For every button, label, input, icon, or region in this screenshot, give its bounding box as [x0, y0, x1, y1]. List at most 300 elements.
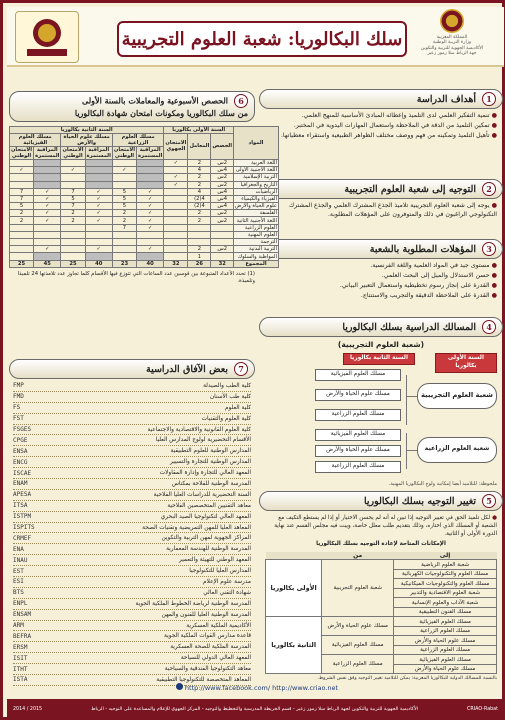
school-item [13, 479, 251, 490]
hours-cell [34, 231, 61, 238]
school-abbr: ENA [13, 545, 24, 553]
hours-cell: 2س [211, 217, 234, 224]
hours-cell: 2 [112, 210, 136, 217]
subject-name: الترجمة [234, 239, 279, 246]
hours-cell: 2 [188, 159, 211, 166]
head-year2: السنة الثانية بكالوريا [10, 126, 164, 133]
track1-box: مسلك العلوم الفيزيائية [315, 369, 401, 381]
subject-name: علوم الحياة والأرض [235, 203, 277, 210]
hours-cell [164, 246, 188, 253]
school-name: المعهد العالي لتكنولوجيا الصيد البحري [160, 513, 251, 520]
school-abbr: FSGES [13, 426, 32, 433]
hours-cell: ✓ [164, 181, 188, 188]
hours-cell: ✓ [136, 217, 163, 224]
total-label: المجموع [234, 260, 279, 267]
tracks-note: ملحوظة: للتلاميذ أيضا إمكانية ولوج البكالوريا المهنية. [388, 481, 497, 487]
hours-cell: 5 [112, 203, 136, 210]
hours-cell: ✓ [136, 195, 163, 202]
school-name: السنة التحضيرية للدراسات العليا الفلاحية [153, 491, 251, 498]
school-item [13, 457, 251, 468]
school-name: المعهد الوطني للتهيئة والتعمير [178, 557, 251, 564]
subject-row [10, 239, 279, 246]
to-cell: مسلك العلوم والتكنولوجيات الميكانيكية [394, 579, 497, 589]
to-cell: شعبة العلوم الاقتصادية والتدبير [394, 588, 497, 598]
sub-head: مسلك علوم الحياة والأرض [61, 133, 112, 146]
hours-cell: 4س [211, 167, 234, 174]
school-abbr: ENSAM [13, 611, 32, 619]
hours-cell [61, 181, 85, 188]
school-abbr: FMD [13, 393, 24, 401]
head-year1: السنة الأولى بكالوريا [164, 126, 234, 133]
from-cell: مسلك العلوم الفيزيائية [322, 636, 394, 655]
bullet-icon: ● [491, 281, 497, 289]
school-name: المعهد العالي الدولي للسياحة [180, 655, 251, 662]
hours-cell: ✓ [112, 167, 136, 174]
schools-list [9, 379, 255, 688]
section-orientation [259, 179, 503, 235]
school-abbr: ENPL [13, 600, 28, 608]
col-head: الامتحان الوطني [10, 146, 33, 159]
branch-box: شعبة العلوم التجريبية [417, 383, 497, 409]
hours-cell: ✓ [85, 195, 112, 202]
hours-cell [61, 231, 85, 238]
sub-head: مسلك العلوم الزراعية [112, 133, 163, 146]
section-title: بعض الآفاق الدراسية [145, 363, 228, 375]
hours-cell: ✓ [85, 188, 112, 195]
hours-cell [85, 239, 112, 246]
hours-table [9, 126, 279, 268]
bullet-icon: ● [492, 515, 497, 521]
section-number: 4 [482, 320, 496, 334]
subject-row [10, 224, 279, 231]
subject-row [10, 246, 279, 253]
qualification-item: مستوى جيد في المواد العلمية واللغة الفرنسية. [370, 262, 490, 269]
hours-cell [10, 159, 34, 166]
hours-cell [85, 224, 112, 231]
school-abbr: ARM [13, 622, 24, 630]
total-cell: 32 [211, 260, 234, 267]
tracks-subtitle: (شعبة العلوم التجريبية) [337, 340, 425, 349]
hours-cell: 4س [211, 203, 234, 210]
subject-row [10, 195, 279, 202]
subject-row [10, 174, 279, 181]
level-cell: الثانية بكالوريا [266, 617, 322, 674]
hours-cell [164, 239, 188, 246]
subject-name: التربية الإسلامية [234, 174, 279, 181]
school-abbr: BTS [13, 589, 24, 597]
hours-cell: 5 [10, 203, 34, 210]
subject-row [10, 167, 279, 174]
hours-cell: ✓ [136, 210, 163, 217]
hours-cell: ✓ [34, 195, 61, 202]
section-title: التوجيه إلى شعبة العلوم التجريبية [344, 183, 476, 195]
hours-cell: ✓ [136, 188, 163, 195]
school-name: معاهد التقنيين المتخصصين الفلاحية [167, 502, 251, 509]
hours-cell [85, 181, 112, 188]
col-head: المراقبة المستمرة [86, 146, 111, 159]
hours-cell: 7 [112, 224, 136, 231]
school-item [13, 610, 251, 621]
hours-cell [61, 174, 85, 181]
hours-cell: 7 [10, 188, 34, 195]
total-cell: 40 [136, 260, 163, 267]
total-cell: 23 [112, 260, 136, 267]
hours-cell [112, 181, 136, 188]
hours-cell: 2 [188, 174, 211, 181]
school-item [13, 435, 251, 446]
hours-cell: 4 [188, 188, 211, 195]
hours-cell [136, 253, 163, 260]
hours-cell [188, 231, 211, 238]
school-abbr: BEFRA [13, 632, 32, 640]
school-item [13, 523, 251, 534]
to-cell: مسلك العلوم الفيزيائية [394, 617, 497, 627]
hours-cell [164, 203, 188, 210]
section-tracks [259, 317, 503, 489]
school-name: كلية الطب والصيدلة [203, 382, 251, 389]
hours-cell [34, 239, 61, 246]
hours-cell: 2 [188, 246, 211, 253]
hours-cell [136, 239, 163, 246]
footer-bar [7, 699, 504, 719]
school-abbr: FS [13, 404, 21, 412]
school-item [13, 501, 251, 512]
ministry-line: جهة الرباط سلا زمور زعير [427, 51, 477, 57]
school-abbr: ENSA [13, 447, 28, 455]
hours-cell: 2 [10, 217, 34, 224]
school-name: كلية العلوم القانونية والاقتصادية والاجتماعية [147, 426, 251, 433]
school-name: الأقسام التحضيرية لولوج المدارس العليا [155, 437, 251, 444]
hours-cell [164, 217, 188, 224]
col-head: المراقبة المستمرة [35, 146, 60, 159]
section-goals [259, 89, 503, 163]
hours-cell [10, 231, 34, 238]
year2-label: السنة الثانية بكالوريا [343, 353, 415, 365]
hours-cell: ✓ [136, 224, 163, 231]
year1-label: السنة الأولى بكالوريا [435, 353, 497, 373]
hours-cell: ✓ [34, 217, 61, 224]
to-cell: مسلك العلوم الزراعية [394, 645, 497, 655]
reorientation-note: بالنسبة للمسالك الدولية للبكالوريا المغربية: يمكن للتلاميذ تغيير التوجيه وفق نفس الشروط. [317, 676, 497, 682]
hours-cell: ✓ [61, 167, 85, 174]
hours-cell: 5 [61, 195, 85, 202]
school-name: المعهد العالي للتجارة وإدارة المقاولات [159, 470, 251, 477]
hours-cell [61, 224, 85, 231]
ministry-line: المملكة المغربية [436, 35, 468, 40]
school-item [13, 425, 251, 436]
hours-cell [10, 181, 34, 188]
school-item [13, 468, 251, 479]
from-cell: مسلك علوم الحياة والأرض [322, 617, 394, 636]
school-name: المعاهد المتخصصة للتكنولوجيا التطبيقية [156, 676, 251, 683]
school-item [13, 512, 251, 523]
hours-cell: ✓ [85, 246, 112, 253]
hours-cell: ✓ [164, 174, 188, 181]
hours-cell [211, 239, 234, 246]
school-item [13, 588, 251, 599]
school-abbr: ITSA [13, 502, 28, 510]
school-name: المدارس الوطنية للتجارة والتسيير [170, 459, 251, 466]
school-name: مدرسة علوم الإعلام [203, 578, 251, 585]
hours-cell: ✓ [85, 203, 112, 210]
col-head: الامتحان الجهوي [164, 133, 188, 159]
col-to: إلى [394, 552, 497, 560]
subject-row [10, 188, 279, 195]
subject-name: اللغة الأجنبية الثانية [234, 217, 279, 224]
hours-cell [10, 174, 34, 181]
hours-cell [34, 167, 61, 174]
school-abbr: ENCG [13, 458, 28, 466]
hours-cell [136, 174, 163, 181]
section-prospects [9, 359, 255, 695]
hours-cell: ✓ [10, 167, 34, 174]
section-number: 6 [234, 94, 248, 108]
col-head: المراقبة المستمرة [137, 146, 163, 159]
hours-cell [85, 159, 112, 166]
section-number: 5 [482, 494, 496, 508]
hours-cell: 5 [112, 195, 136, 202]
school-abbr: CRMEF [13, 534, 32, 542]
to-cell: مسلك علوم الحياة والأرض [394, 636, 497, 646]
hours-cell: 7 [10, 195, 34, 202]
col-from: من [322, 552, 394, 560]
school-abbr: FMP [13, 382, 24, 390]
hours-cell [85, 174, 112, 181]
school-name: المدرسة الوطنية العليا للفنون والمهن [161, 611, 251, 618]
hours-cell [85, 167, 112, 174]
section-number: 7 [234, 362, 248, 376]
bullet-icon: ● [491, 202, 497, 209]
hours-cell: 4(2) [188, 195, 211, 202]
hours-cell: 2 [188, 210, 211, 217]
royal-emblem-icon [440, 9, 464, 33]
hours-cell: 2س [211, 159, 234, 166]
subject-name: الفلسفة [234, 210, 279, 217]
branch-agri-box: شعبة العلوم الزراعية [417, 437, 497, 463]
school-name: المدرسة الوطنية للفلاحة بمكناس [171, 480, 251, 487]
qualification-item: حسن الاستدلال والميل إلى البحث العلمي. [381, 271, 490, 279]
to-cell: مسلك العلوم والتكنولوجيات الكهربائية [394, 569, 497, 579]
subject-name: التربية البدنية [234, 246, 279, 253]
school-item [13, 414, 251, 425]
subject-name: العلوم المهنية [234, 231, 279, 238]
hours-cell: 2س [211, 246, 234, 253]
school-name: كلية طب الأسنان [209, 393, 251, 400]
school-abbr: ISPITS [13, 524, 35, 532]
school-name: الأكاديمية الملكية العسكرية [186, 622, 251, 629]
qualification-item: القدرة على الملاحظة الدقيقة والتجريب والاستنتاج. [360, 291, 490, 299]
subject-col-head: المواد [234, 126, 279, 159]
page-title: سلك البكالوريا: شعبة العلوم التجريبية [117, 21, 407, 57]
school-item [13, 446, 251, 457]
hours-cell [211, 224, 234, 231]
total-cell: 32 [164, 260, 188, 267]
school-item [13, 631, 251, 642]
school-abbr: ENAM [13, 480, 28, 488]
ministry-line: وزارة التربية الوطنية [432, 40, 472, 46]
hours-cell: 4س [211, 195, 234, 202]
track2-box: مسلك العلوم الزراعية [315, 461, 401, 473]
subject-row [10, 181, 279, 188]
hours-cell [136, 167, 163, 174]
subject-row [10, 210, 279, 217]
reorientation-table-title: الإمكانات المتاحة لإعادة التوجيه بسلك البكالوريا [316, 541, 446, 548]
school-item [13, 544, 251, 555]
hours-note: (1) تحدد الأعداد المتبوعة بين قوسين عدد الساعات التي تتوزع فيها الأقسام كلما تجاوز عدد تلامذتها 24 تلميذا وتلميذة. [17, 270, 255, 285]
to-cell: مسلك علوم الحياة والأرض [394, 664, 497, 674]
bullet-icon: ● [491, 112, 497, 119]
total-row [10, 260, 279, 267]
hours-cell [112, 239, 136, 246]
hours-cell: ✓ [34, 188, 61, 195]
footer-left-logo: CRIAO-Rabat [467, 706, 498, 712]
hours-cell [136, 159, 163, 166]
bullet-icon: ● [491, 262, 497, 269]
school-name: المعاهد العليا للمهن التمريضية وتقنيات الصحة [142, 524, 251, 531]
section-reorientation [259, 491, 503, 681]
to-cell: مسلك الفنون التطبيقية [394, 607, 497, 617]
hours-cell [61, 246, 85, 253]
subject-name: اللغة العربية [234, 159, 279, 166]
subject-name: المواظبة والسلوك [234, 253, 279, 260]
school-item [13, 381, 251, 392]
hours-cell [61, 159, 85, 166]
hours-cell [85, 253, 112, 260]
to-cell: شعبة الآداب والعلوم الإنسانية [394, 598, 497, 608]
school-abbr: ISIT [13, 654, 28, 662]
hours-cell [10, 253, 34, 260]
hours-cell: 1 [188, 253, 211, 260]
footer-year: 2015 / 2014 [13, 706, 43, 712]
school-item [13, 664, 251, 675]
school-name: شهادة التقني العالي [203, 589, 251, 596]
hours-cell: 5 [112, 188, 136, 195]
school-item [13, 392, 251, 403]
footer-text: الأكاديمية الجهوية للتربية والتكوين لجهة الرباط سلا زمور زعير - قسم الخريطة المدرسية والتخطيط والتوجيه - المركز الجهوي للإعلام والمساعدة على التوجيه - الرباط [91, 706, 419, 712]
hours-cell: 4س [211, 188, 234, 195]
school-item [13, 490, 251, 501]
school-abbr: ESI [13, 578, 24, 586]
hours-cell [188, 224, 211, 231]
header [7, 7, 504, 67]
hours-cell [61, 239, 85, 246]
school-abbr: EST [13, 567, 24, 575]
to-cell: مسلك العلوم الزراعية [394, 626, 497, 636]
school-name: المدرسة الوطنية للهندسة المعمارية [166, 546, 251, 553]
hours-cell [112, 174, 136, 181]
hours-cell [164, 167, 188, 174]
school-abbr: ISTPM [13, 513, 32, 521]
hours-cell: 2 [10, 210, 34, 217]
hours-cell: 2 [61, 210, 85, 217]
bullet-icon: ● [491, 291, 497, 299]
total-cell: 25 [10, 260, 34, 267]
hours-cell [34, 224, 61, 231]
qualification-item: القدرة على إنجاز رسوم تخطيطية واستعمال التعبير البياني. [339, 281, 490, 289]
tracks-diagram [265, 353, 497, 473]
hours-cell: 4 [188, 167, 211, 174]
school-item [13, 555, 251, 566]
hours-cell [112, 159, 136, 166]
hours-cell [164, 188, 188, 195]
school-item [13, 403, 251, 414]
to-cell: مسلك العلوم الفيزيائية [394, 655, 497, 665]
hours-cell [10, 246, 34, 253]
hours-cell [10, 224, 34, 231]
hours-cell [34, 181, 61, 188]
subject-row [10, 159, 279, 166]
total-cell: 25 [61, 260, 85, 267]
section-number: 2 [482, 182, 496, 196]
hours-cell: 2 [188, 181, 211, 188]
subject-name: اللغة الأجنبية الأولى [234, 167, 279, 174]
ministry-line: الأكاديمية الجهوية للتربية والتكوين [420, 45, 484, 51]
track1-box: مسلك العلوم الزراعية [315, 409, 401, 421]
hours-cell [112, 253, 136, 260]
reorientation-text: لكل تلميذ الحق في تغيير التوجيه إذا تبين له أنه لم يحسن الاختيار أو إذا لم يستطع التكيف مع الشعبة أو المسلك الذي اختاره، وذلك بتقديم طلب معلل خاصة، ويبت فيه مجلس القسم عند نهاية الدورة الأولى أو الثانية. [274, 515, 497, 538]
school-item [13, 577, 251, 588]
subject-name: الرياضيات [234, 188, 279, 195]
hours-cell [10, 239, 34, 246]
goal-item: تنمية التفكير العلمي لدى التلميذ وإعطائه المبادئ الأساسية للمنهج العلمي. [301, 112, 490, 119]
hours-cell: ✓ [34, 203, 61, 210]
hours-cell: 2 [188, 217, 211, 224]
subject-name: الفيزياء والكيمياء [234, 195, 279, 202]
criao-logo-icon [19, 15, 75, 59]
hours-cell: ✓ [136, 246, 163, 253]
track2-box: مسلك العلوم الفيزيائية [315, 429, 401, 441]
col-head: الامتحان الوطني [62, 146, 84, 159]
section-title-line2: من سلك البكالوريا ومكونات امتحان شهادة البكالوريا [74, 108, 248, 118]
to-cell: شعبة العلوم الرياضية [394, 560, 497, 570]
hours-cell: 2س [211, 181, 234, 188]
hours-cell: ✓ [136, 203, 163, 210]
hours-cell: 2س [211, 174, 234, 181]
school-name: المدارس الوطنية للعلوم التطبيقية [170, 448, 251, 455]
hours-cell: ✓ [34, 246, 61, 253]
subject-row [10, 203, 279, 210]
facebook-icon [176, 683, 183, 690]
hours-cell [85, 231, 112, 238]
hours-cell [164, 195, 188, 202]
subject-row [10, 253, 279, 260]
school-item [13, 533, 251, 544]
subject-name: التاريخ والجغرافيا [234, 181, 279, 188]
hours-cell [211, 231, 234, 238]
subject-name: العلوم الزراعية [234, 224, 279, 231]
footer-url[interactable]: http://www.facebook.com/ http://www.criao.net [141, 683, 371, 692]
hours-cell [112, 246, 136, 253]
ministry-block [404, 9, 500, 65]
school-abbr: CPGE [13, 436, 28, 444]
school-name: المدرسة الوطنية لرياضة الخطوط الملكية الجوية [135, 600, 251, 607]
sub-head: مسلك العلوم الفيزيائية [10, 133, 61, 146]
bullet-icon: ● [491, 121, 497, 129]
bullet-icon: ● [491, 131, 497, 139]
hours-cell [34, 253, 61, 260]
hours-cell: 7 [61, 188, 85, 195]
school-name: المراكز الجهوية لمهن التربية والتكوين [161, 535, 251, 542]
hours-cell [34, 174, 61, 181]
hours-cell: 2 [61, 217, 85, 224]
hours-cell [164, 224, 188, 231]
school-name: المدرسة الملكية للصحة العسكرية [170, 644, 251, 651]
hours-cell: 2 [112, 217, 136, 224]
hours-cell [112, 231, 136, 238]
hours-cell: 4(2) [188, 203, 211, 210]
hours-cell: 7 [61, 203, 85, 210]
from-cell: شعبة العلوم التجريبية [322, 560, 394, 617]
